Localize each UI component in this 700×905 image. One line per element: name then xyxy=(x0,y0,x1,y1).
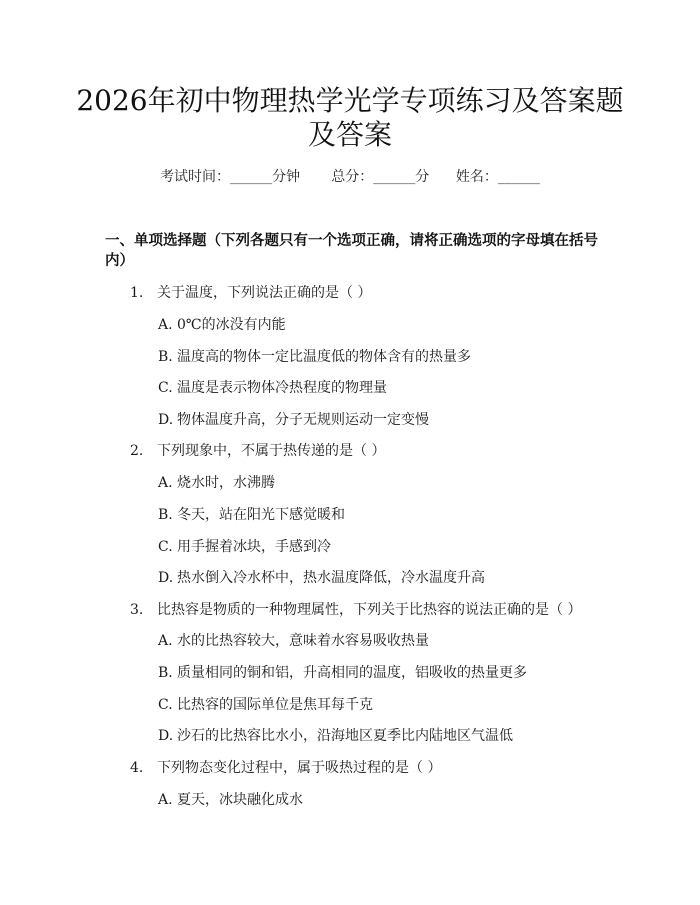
document-title-line-2: 及答案 xyxy=(307,118,392,151)
question-text: 下列物态变化过程中，属于吸热过程的是（ ） xyxy=(157,760,442,776)
option-text: 热水倒入冷水杯中，热水温度降低，冷水温度升高 xyxy=(177,570,485,586)
option-text: 物体温度升高，分子无规则运动一定变慢 xyxy=(177,412,429,428)
option-letter: D. xyxy=(158,570,174,586)
question-3-option-b xyxy=(158,662,527,684)
question-3 xyxy=(130,599,581,621)
option-letter: D. xyxy=(158,412,174,428)
option-text: 冬天，站在阳光下感觉暖和 xyxy=(177,507,345,523)
question-4-option-a xyxy=(158,789,303,811)
question-number: 4. xyxy=(130,760,144,776)
option-letter: D. xyxy=(158,728,174,744)
question-3-option-d xyxy=(158,725,513,747)
name-blank: ______ xyxy=(497,169,540,185)
question-2-option-a xyxy=(158,472,275,494)
exam-time-blank: ______ xyxy=(230,169,273,185)
question-text: 关于温度，下列说法正确的是（ ） xyxy=(157,285,372,301)
question-text: 下列现象中，不属于热传递的是（ ） xyxy=(157,443,386,459)
score-unit: 分 xyxy=(415,169,430,185)
option-letter: C. xyxy=(158,380,173,396)
score-blank: ______ xyxy=(373,169,416,185)
option-text: 用手握着冰块，手感到冷 xyxy=(177,539,331,555)
option-text: 质量相同的铜和铝，升高相同的温度，铝吸收的热量更多 xyxy=(177,665,527,681)
option-text: 0℃的冰没有内能 xyxy=(177,317,286,333)
question-2-option-b xyxy=(158,504,345,526)
exam-info-line xyxy=(0,166,700,188)
question-3-option-c xyxy=(158,694,373,716)
option-text: 沙石的比热容比水小，沿海地区夏季比内陆地区气温低 xyxy=(177,728,513,744)
score-label: 总分： xyxy=(331,169,374,185)
option-text: 烧水时，水沸腾 xyxy=(177,475,275,491)
option-letter: A. xyxy=(158,475,173,491)
option-text: 温度是表示物体冷热程度的物理量 xyxy=(177,380,387,396)
exam-time-label: 考试时间： xyxy=(160,169,231,185)
option-letter: B. xyxy=(158,665,173,681)
option-letter: B. xyxy=(158,507,173,523)
question-1 xyxy=(130,282,371,304)
option-text: 水的比热容较大，意味着水容易吸收热量 xyxy=(177,633,429,649)
question-2-option-c xyxy=(158,536,331,558)
option-text: 温度高的物体一定比温度低的物体含有的热量多 xyxy=(177,349,471,365)
exam-time-unit: 分钟 xyxy=(272,169,301,185)
question-1-option-a xyxy=(158,314,286,336)
option-text: 比热容的国际单位是焦耳每千克 xyxy=(177,697,373,713)
question-2-option-d xyxy=(158,567,485,589)
section-heading-line-2: 内） xyxy=(105,252,134,269)
section-heading-line-1: 一、单项选择题（下列各题只有一个选项正确，请将正确选项的字母填在括号 xyxy=(105,232,598,249)
option-text: 夏天，冰块融化成水 xyxy=(177,792,303,808)
question-1-option-b xyxy=(158,346,471,368)
option-letter: B. xyxy=(158,349,173,365)
option-letter: C. xyxy=(158,539,173,555)
document-title-line-1: 2026年初中物理热学光学专项练习及答案题 xyxy=(76,84,624,117)
question-text: 比热容是物质的一种物理属性，下列关于比热容的说法正确的是（ ） xyxy=(157,602,582,618)
name-label: 姓名： xyxy=(455,169,498,185)
question-4 xyxy=(130,757,441,779)
question-number: 2. xyxy=(130,443,144,459)
question-1-option-d xyxy=(158,409,429,431)
option-letter: A. xyxy=(158,792,173,808)
question-2 xyxy=(130,440,385,462)
question-number: 1. xyxy=(130,285,144,301)
option-letter: C. xyxy=(158,697,173,713)
option-letter: A. xyxy=(158,317,173,333)
question-3-option-a xyxy=(158,630,429,652)
question-number: 3. xyxy=(130,602,144,618)
option-letter: A. xyxy=(158,633,173,649)
question-1-option-c xyxy=(158,377,387,399)
